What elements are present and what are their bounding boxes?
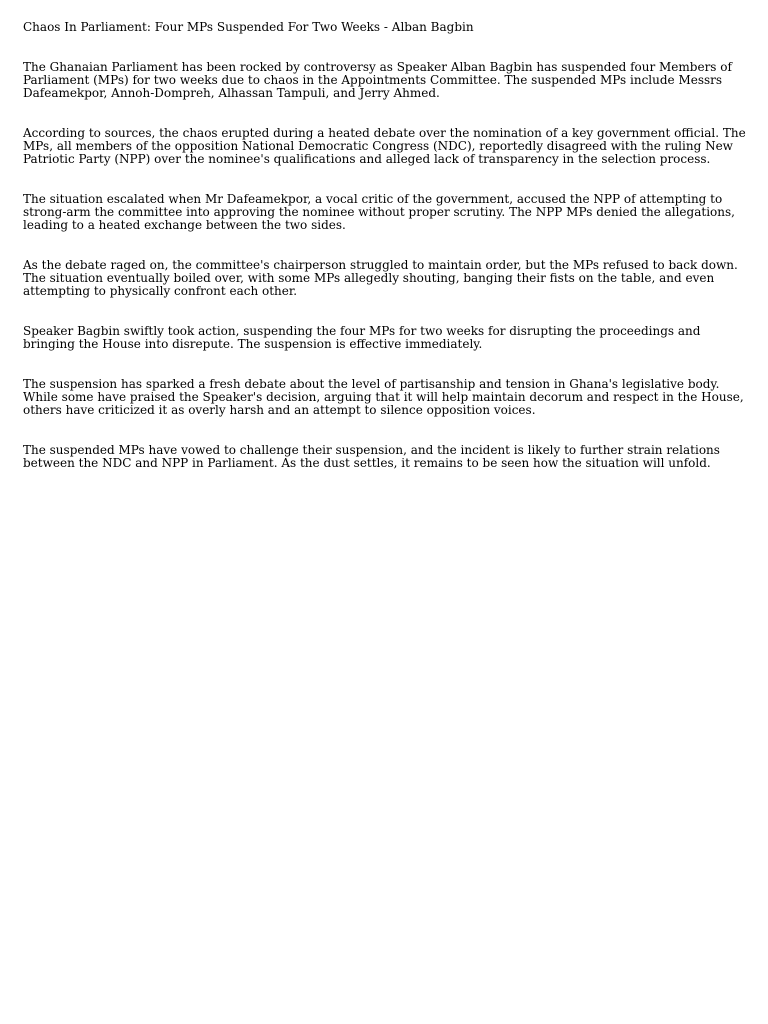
paragraph: Speaker Bagbin swiftly took action, suspending the four MPs for two weeks for disrupting the proceedings and bringing the House into disrepute. The suspension is effective immediately.	[23, 324, 701, 351]
paragraph: The Ghanaian Parliament has been rocked by controversy as Speaker Alban Bagbin has suspended four Members of Parliament (MPs) for two weeks due to chaos in the Appointments Committee. The suspended MPs include Messrs Dafeamekpor, Annoh-Dompreh, Alhassan Tampuli, and Jerry Ahmed.	[23, 60, 732, 100]
paragraph: The suspension has sparked a fresh debate about the level of partisanship and tension in Ghana's legislative body. While some have praised the Speaker's decision, arguing that it will help maintain decorum and respect in the House, others have criticized it as overly harsh and an attempt to silence opposition voices.	[23, 377, 744, 417]
paragraph: According to sources, the chaos erupted during a heated debate over the nomination of a key government official. The MPs, all members of the opposition National Democratic Congress (NDC), reportedly disagreed with the ruling New Patriotic Party (NPP) over the nominee's qualifications and alleged lack of transparency in the selection process.	[23, 126, 746, 166]
document-body	[23, 21, 748, 497]
document-title: Chaos In Parliament: Four MPs Suspended For Two Weeks - Alban Bagbin	[23, 20, 474, 34]
paragraph: The situation escalated when Mr Dafeamekpor, a vocal critic of the government, accused the NPP of attempting to strong-arm the committee into approving the nominee without proper scrutiny. The NPP MPs denied the allegations, leading to a heated exchange between the two sides.	[23, 192, 735, 232]
paragraph: The suspended MPs have vowed to challenge their suspension, and the incident is likely to further strain relations between the NDC and NPP in Parliament. As the dust settles, it remains to be seen how the situation will unfold.	[23, 443, 720, 470]
paragraph: As the debate raged on, the committee's chairperson struggled to maintain order, but the MPs refused to back down. The situation eventually boiled over, with some MPs allegedly shouting, banging their fists on the table, and even attempting to physically confront each other.	[23, 258, 738, 298]
